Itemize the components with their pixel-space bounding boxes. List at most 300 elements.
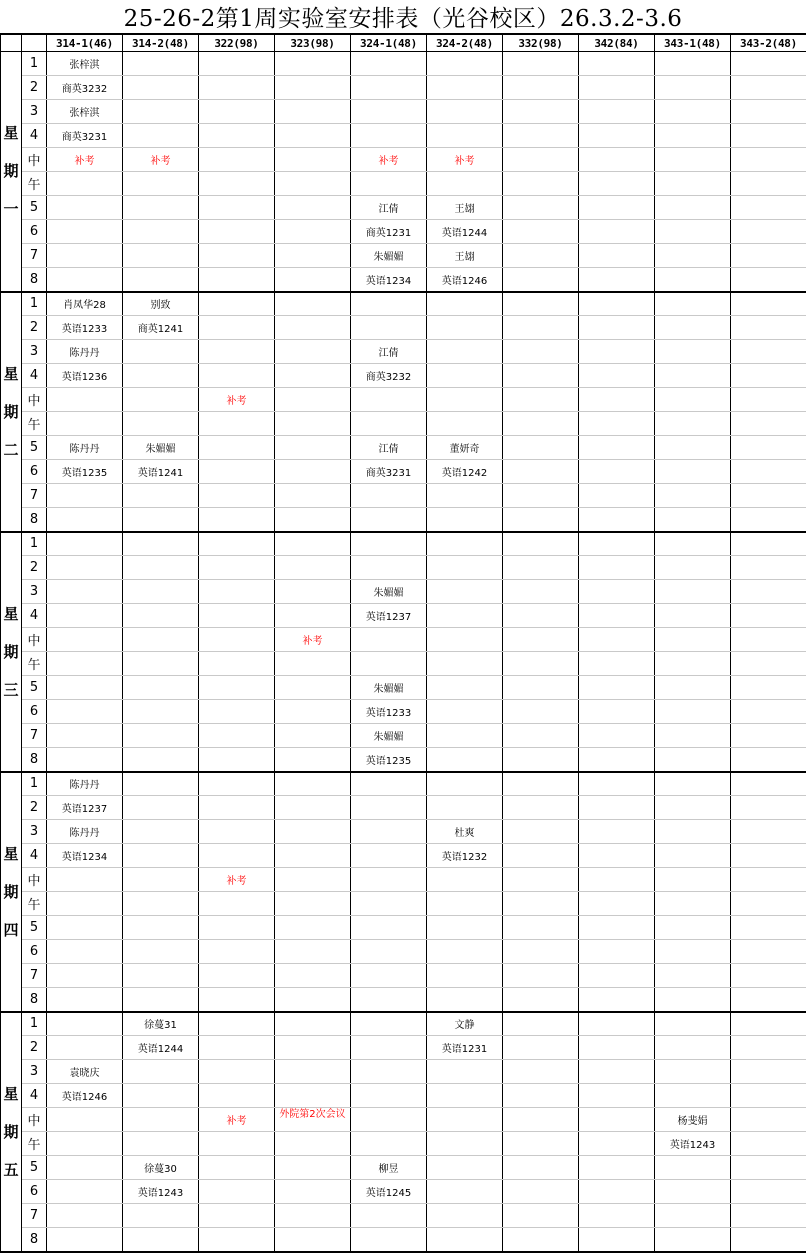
schedule-cell	[579, 916, 655, 940]
schedule-cell: 商英3231	[47, 124, 123, 148]
schedule-cell	[579, 244, 655, 268]
schedule-cell	[655, 700, 731, 724]
schedule-cell	[199, 52, 275, 76]
period-label: 6	[22, 220, 47, 244]
schedule-cell	[199, 1060, 275, 1084]
schedule-cell	[579, 412, 655, 436]
schedule-cell	[47, 1228, 123, 1252]
schedule-cell	[655, 124, 731, 148]
schedule-cell	[275, 604, 351, 628]
schedule-cell	[427, 340, 503, 364]
schedule-cell	[731, 796, 806, 820]
schedule-row	[1, 460, 806, 484]
schedule-cell	[503, 340, 579, 364]
schedule-cell	[427, 580, 503, 604]
schedule-cell	[47, 916, 123, 940]
schedule-cell	[351, 556, 427, 580]
schedule-cell: 朱媚媚	[351, 676, 427, 700]
period-label: 5	[22, 1156, 47, 1180]
schedule-cell: 英语1244	[123, 1036, 199, 1060]
schedule-cell	[427, 172, 503, 196]
schedule-cell	[503, 1132, 579, 1156]
schedule-cell	[275, 268, 351, 292]
schedule-cell	[579, 76, 655, 100]
schedule-cell	[731, 772, 806, 796]
schedule-cell	[731, 940, 806, 964]
schedule-cell	[655, 196, 731, 220]
schedule-cell	[731, 532, 806, 556]
day-label-char: 期	[1, 1113, 21, 1151]
schedule-cell	[655, 652, 731, 676]
schedule-cell	[275, 100, 351, 124]
schedule-cell	[275, 220, 351, 244]
schedule-row	[1, 652, 806, 676]
day-label	[1, 772, 22, 1012]
schedule-cell	[579, 316, 655, 340]
schedule-cell	[123, 1084, 199, 1108]
schedule-cell	[731, 388, 806, 412]
schedule-cell: 补考	[47, 148, 123, 172]
schedule-cell	[731, 412, 806, 436]
period-label: 8	[22, 268, 47, 292]
schedule-cell	[199, 100, 275, 124]
schedule-cell	[731, 460, 806, 484]
schedule-cell	[351, 916, 427, 940]
schedule-cell	[731, 316, 806, 340]
schedule-row	[1, 892, 806, 916]
schedule-cell	[123, 748, 199, 772]
schedule-cell	[199, 556, 275, 580]
schedule-row	[1, 1060, 806, 1084]
schedule-cell	[655, 412, 731, 436]
schedule-cell	[199, 172, 275, 196]
schedule-cell	[731, 1156, 806, 1180]
room-header: 342(84)	[579, 34, 655, 52]
day-label-char: 三	[1, 671, 21, 709]
schedule-cell	[655, 892, 731, 916]
schedule-cell	[655, 340, 731, 364]
schedule-cell	[731, 292, 806, 316]
schedule-cell	[731, 892, 806, 916]
schedule-cell	[199, 628, 275, 652]
schedule-cell	[655, 1156, 731, 1180]
schedule-cell	[199, 676, 275, 700]
period-label: 1	[22, 772, 47, 796]
schedule-cell	[199, 940, 275, 964]
schedule-cell	[123, 388, 199, 412]
period-label: 7	[22, 964, 47, 988]
schedule-cell	[655, 1036, 731, 1060]
schedule-cell	[47, 196, 123, 220]
schedule-cell	[275, 364, 351, 388]
schedule-cell	[731, 628, 806, 652]
schedule-cell	[47, 244, 123, 268]
period-label: 午	[22, 892, 47, 916]
schedule-cell	[579, 964, 655, 988]
schedule-cell	[351, 52, 427, 76]
schedule-cell	[655, 556, 731, 580]
schedule-cell	[199, 196, 275, 220]
schedule-cell: 商英1241	[123, 316, 199, 340]
schedule-cell	[731, 988, 806, 1012]
schedule-cell	[731, 700, 806, 724]
schedule-cell	[731, 172, 806, 196]
schedule-cell	[275, 124, 351, 148]
schedule-cell	[199, 292, 275, 316]
day-label-char: 期	[1, 633, 21, 671]
schedule-cell	[199, 700, 275, 724]
schedule-cell	[123, 1108, 199, 1132]
schedule-cell	[731, 676, 806, 700]
period-label: 2	[22, 1036, 47, 1060]
schedule-row	[1, 820, 806, 844]
schedule-cell	[655, 940, 731, 964]
schedule-row	[1, 1204, 806, 1228]
period-label: 4	[22, 604, 47, 628]
schedule-cell	[503, 268, 579, 292]
period-label: 5	[22, 196, 47, 220]
schedule-cell	[123, 508, 199, 532]
period-label: 3	[22, 100, 47, 124]
schedule-cell	[123, 844, 199, 868]
schedule-cell	[503, 988, 579, 1012]
schedule-cell	[275, 820, 351, 844]
schedule-cell	[579, 100, 655, 124]
schedule-cell	[655, 964, 731, 988]
schedule-cell	[199, 508, 275, 532]
schedule-row	[1, 748, 806, 772]
schedule-cell	[427, 676, 503, 700]
schedule-cell: 江倩	[351, 196, 427, 220]
schedule-cell	[503, 772, 579, 796]
schedule-cell	[655, 988, 731, 1012]
schedule-cell	[123, 772, 199, 796]
schedule-cell	[655, 844, 731, 868]
schedule-cell	[351, 772, 427, 796]
schedule-cell	[655, 1180, 731, 1204]
schedule-cell	[503, 460, 579, 484]
schedule-cell	[275, 412, 351, 436]
schedule-cell: 徐蔓31	[123, 1012, 199, 1036]
day-label-char: 星	[1, 1075, 21, 1113]
schedule-row	[1, 580, 806, 604]
schedule-cell: 陈丹丹	[47, 820, 123, 844]
schedule-cell	[579, 1228, 655, 1252]
schedule-cell: 朱媚媚	[351, 724, 427, 748]
schedule-cell	[655, 52, 731, 76]
schedule-cell	[199, 724, 275, 748]
schedule-row	[1, 76, 806, 100]
period-label: 1	[22, 532, 47, 556]
schedule-cell	[123, 52, 199, 76]
period-label: 2	[22, 316, 47, 340]
schedule-cell	[351, 532, 427, 556]
schedule-cell	[503, 724, 579, 748]
schedule-cell	[123, 964, 199, 988]
schedule-cell	[123, 268, 199, 292]
schedule-cell: 文静	[427, 1012, 503, 1036]
period-label: 5	[22, 916, 47, 940]
period-label: 1	[22, 292, 47, 316]
schedule-row	[1, 172, 806, 196]
room-header: 314-2(48)	[123, 34, 199, 52]
schedule-cell	[123, 172, 199, 196]
schedule-cell	[123, 100, 199, 124]
schedule-cell	[503, 604, 579, 628]
schedule-cell	[427, 1156, 503, 1180]
schedule-cell	[579, 388, 655, 412]
schedule-cell	[47, 964, 123, 988]
schedule-cell	[199, 1156, 275, 1180]
schedule-cell	[123, 196, 199, 220]
schedule-cell	[731, 436, 806, 460]
schedule-cell: 柳昱	[351, 1156, 427, 1180]
schedule-cell	[731, 148, 806, 172]
schedule-cell	[579, 1084, 655, 1108]
schedule-cell	[47, 892, 123, 916]
schedule-cell	[731, 1060, 806, 1084]
schedule-cell	[579, 52, 655, 76]
schedule-cell	[655, 604, 731, 628]
period-label: 5	[22, 436, 47, 460]
schedule-cell	[47, 172, 123, 196]
schedule-row	[1, 196, 806, 220]
schedule-cell	[427, 292, 503, 316]
schedule-cell	[503, 52, 579, 76]
schedule-cell	[579, 820, 655, 844]
schedule-cell	[47, 1012, 123, 1036]
schedule-cell	[275, 1060, 351, 1084]
schedule-cell	[427, 364, 503, 388]
schedule-cell	[655, 868, 731, 892]
schedule-cell	[275, 388, 351, 412]
schedule-cell	[275, 796, 351, 820]
day-label-char: 星	[1, 595, 21, 633]
schedule-cell	[579, 1156, 655, 1180]
schedule-cell	[579, 892, 655, 916]
period-label: 4	[22, 1084, 47, 1108]
schedule-cell	[655, 220, 731, 244]
schedule-cell	[47, 1108, 123, 1132]
schedule-cell	[351, 988, 427, 1012]
schedule-cell	[503, 412, 579, 436]
schedule-cell	[503, 1156, 579, 1180]
schedule-cell	[427, 52, 503, 76]
schedule-cell	[275, 340, 351, 364]
schedule-cell: 徐蔓30	[123, 1156, 199, 1180]
schedule-cell	[655, 820, 731, 844]
schedule-cell	[351, 940, 427, 964]
schedule-cell: 英语1236	[47, 364, 123, 388]
schedule-cell	[579, 508, 655, 532]
schedule-cell	[199, 412, 275, 436]
schedule-cell	[427, 940, 503, 964]
schedule-cell: 英语1235	[351, 748, 427, 772]
schedule-cell: 英语1246	[47, 1084, 123, 1108]
day-label-char: 期	[1, 873, 21, 911]
schedule-cell	[427, 76, 503, 100]
schedule-cell	[47, 676, 123, 700]
schedule-cell	[275, 508, 351, 532]
schedule-cell	[47, 1156, 123, 1180]
schedule-cell: 江倩	[351, 436, 427, 460]
schedule-cell	[275, 172, 351, 196]
schedule-cell	[123, 988, 199, 1012]
schedule-cell	[427, 1228, 503, 1252]
schedule-cell	[351, 1228, 427, 1252]
schedule-cell	[275, 532, 351, 556]
period-label: 2	[22, 556, 47, 580]
schedule-cell	[427, 532, 503, 556]
schedule-cell	[123, 604, 199, 628]
schedule-cell	[579, 604, 655, 628]
schedule-cell	[503, 1180, 579, 1204]
schedule-cell	[275, 1156, 351, 1180]
schedule-cell	[123, 940, 199, 964]
schedule-cell: 杨斐娟	[655, 1108, 731, 1132]
period-label: 6	[22, 940, 47, 964]
schedule-cell	[351, 412, 427, 436]
schedule-cell	[579, 868, 655, 892]
schedule-cell: 袁晓庆	[47, 1060, 123, 1084]
schedule-cell	[351, 1204, 427, 1228]
schedule-cell: 张梓淇	[47, 52, 123, 76]
schedule-cell	[47, 388, 123, 412]
schedule-cell	[655, 532, 731, 556]
schedule-cell	[579, 580, 655, 604]
schedule-cell	[579, 124, 655, 148]
schedule-cell	[503, 892, 579, 916]
room-header: 343-2(48)	[731, 34, 806, 52]
schedule-cell	[503, 124, 579, 148]
schedule-cell	[199, 964, 275, 988]
schedule-row	[1, 700, 806, 724]
schedule-cell	[123, 676, 199, 700]
schedule-cell	[731, 268, 806, 292]
schedule-cell	[275, 916, 351, 940]
schedule-cell	[731, 868, 806, 892]
room-header: 323(98)	[275, 34, 351, 52]
schedule-cell	[579, 364, 655, 388]
schedule-cell	[579, 652, 655, 676]
schedule-cell	[427, 1180, 503, 1204]
schedule-cell	[123, 820, 199, 844]
schedule-cell	[503, 700, 579, 724]
schedule-cell	[351, 124, 427, 148]
day-label-char: 期	[1, 393, 21, 431]
schedule-cell	[275, 580, 351, 604]
schedule-cell	[503, 748, 579, 772]
schedule-cell	[655, 724, 731, 748]
schedule-cell: 王翃	[427, 196, 503, 220]
schedule-cell	[503, 244, 579, 268]
schedule-row	[1, 52, 806, 76]
schedule-cell	[351, 964, 427, 988]
schedule-cell	[199, 604, 275, 628]
schedule-cell	[579, 532, 655, 556]
period-label: 7	[22, 724, 47, 748]
schedule-cell	[427, 628, 503, 652]
schedule-cell	[655, 1204, 731, 1228]
schedule-cell	[123, 412, 199, 436]
schedule-cell	[503, 964, 579, 988]
schedule-cell	[503, 1084, 579, 1108]
schedule-cell	[123, 700, 199, 724]
schedule-cell: 补考	[123, 148, 199, 172]
schedule-row	[1, 940, 806, 964]
period-label: 2	[22, 76, 47, 100]
schedule-cell	[579, 844, 655, 868]
schedule-cell	[579, 988, 655, 1012]
schedule-row	[1, 1036, 806, 1060]
schedule-cell	[503, 916, 579, 940]
schedule-cell	[47, 652, 123, 676]
schedule-cell	[351, 628, 427, 652]
schedule-cell	[351, 292, 427, 316]
schedule-cell	[655, 748, 731, 772]
schedule-cell: 英语1242	[427, 460, 503, 484]
schedule-cell	[275, 460, 351, 484]
schedule-cell	[731, 100, 806, 124]
schedule-cell	[47, 868, 123, 892]
schedule-cell	[579, 340, 655, 364]
schedule-row	[1, 412, 806, 436]
schedule-cell	[275, 484, 351, 508]
period-label: 4	[22, 124, 47, 148]
schedule-cell	[275, 76, 351, 100]
page-title: 25-26-2第1周实验室安排表（光谷校区）26.3.2-3.6	[0, 0, 806, 33]
schedule-cell	[427, 988, 503, 1012]
schedule-cell	[275, 940, 351, 964]
schedule-cell	[275, 436, 351, 460]
schedule-cell	[731, 604, 806, 628]
schedule-cell	[427, 1204, 503, 1228]
schedule-row	[1, 1084, 806, 1108]
schedule-cell	[503, 172, 579, 196]
day-label-char: 二	[1, 431, 21, 469]
schedule-cell: 商英3232	[47, 76, 123, 100]
schedule-cell	[275, 148, 351, 172]
schedule-cell	[731, 220, 806, 244]
period-label: 1	[22, 1012, 47, 1036]
room-header: 314-1(46)	[47, 34, 123, 52]
schedule-cell	[427, 652, 503, 676]
schedule-cell: 补考	[199, 1108, 275, 1132]
schedule-cell	[275, 724, 351, 748]
schedule-cell	[47, 988, 123, 1012]
schedule-row	[1, 292, 806, 316]
header-row	[1, 34, 806, 52]
schedule-row	[1, 676, 806, 700]
schedule-cell	[655, 1084, 731, 1108]
period-label: 8	[22, 508, 47, 532]
schedule-cell	[731, 76, 806, 100]
schedule-cell	[199, 892, 275, 916]
schedule-cell	[655, 1012, 731, 1036]
schedule-cell	[275, 1228, 351, 1252]
schedule-cell	[655, 916, 731, 940]
period-label: 5	[22, 676, 47, 700]
schedule-cell: 英语1243	[655, 1132, 731, 1156]
schedule-cell	[199, 1132, 275, 1156]
schedule-cell: 英语1243	[123, 1180, 199, 1204]
schedule-cell	[503, 1012, 579, 1036]
schedule-cell	[275, 700, 351, 724]
day-label	[1, 292, 22, 532]
schedule-row	[1, 1180, 806, 1204]
schedule-cell	[579, 700, 655, 724]
period-label: 中	[22, 388, 47, 412]
